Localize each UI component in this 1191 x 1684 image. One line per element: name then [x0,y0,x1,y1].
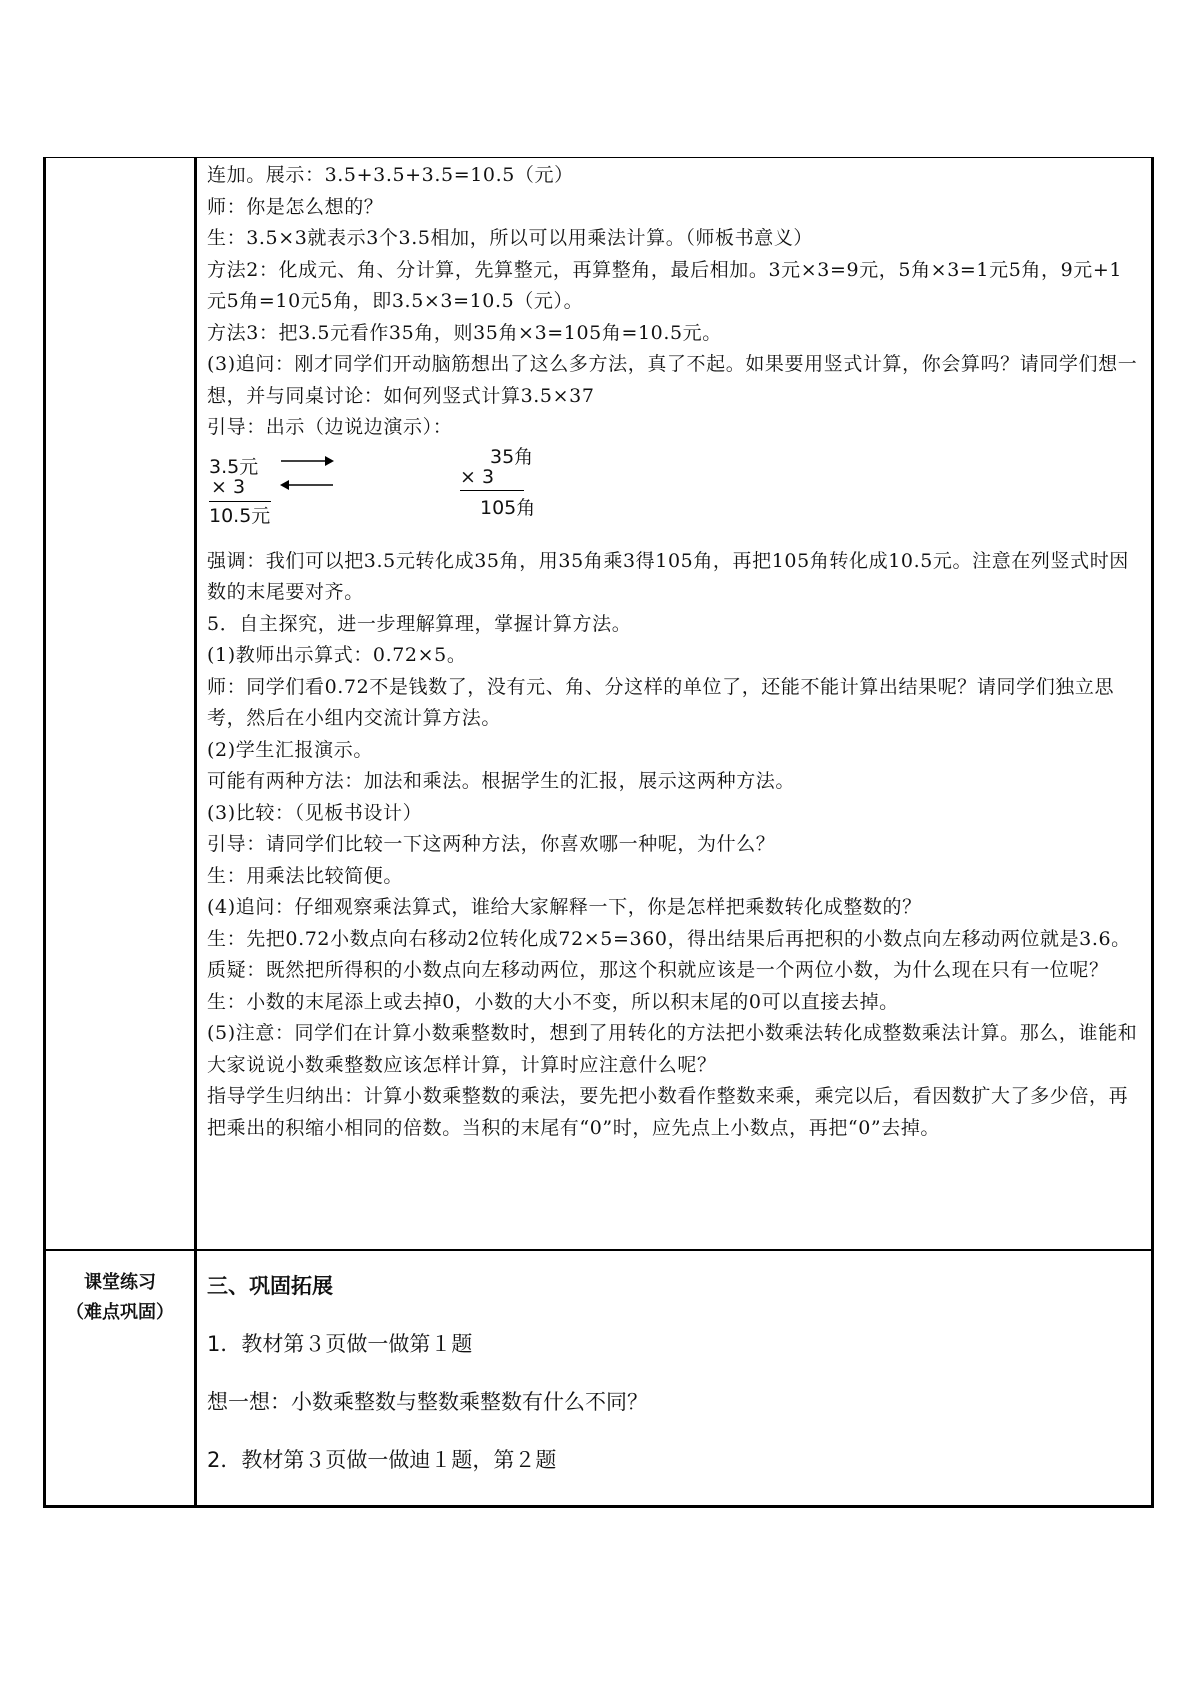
text-line: 质疑：既然把所得积的小数点向左移动两位，那这个积就应该是一个两位小数，为什么现在只有一位呢？ [207,959,1109,981]
text-line: 生：先把0.72小数点向右移动2位转化成72×5=360，得出结果后再把积的小数点向左移动两位就是3.6。 [207,927,1131,950]
lesson-table [43,157,1154,1508]
calc-left-top: 3.5元 [209,455,259,478]
text-line: 指导学生归纳出：计算小数乘整数的乘法，要先把小数看作整数来乘，乘完以后，看因数扩大了多少倍，再把乘出的积缩小相同的倍数。当积的末尾有“0”时，应先点上小数点，再把“0”去掉。 [207,1085,1129,1139]
text-line: 连加。展示：3.5+3.5+3.5=10.5（元） [207,164,574,186]
arrow-left-icon [279,478,335,492]
calc-left-result: 10.5元 [209,504,271,527]
practice-item: 想一想：小数乘整数与整数乘整数有什么不同？ [207,1390,648,1414]
text-line: (3)追问：刚才同学们开动脑筋想出了这么多方法，真了不起。如果要用竖式计算，你会算吗？请同学们想一想，并与同桌讨论：如何列竖式计算3.5×37 [207,353,1138,407]
vertical-calculation-figure [207,446,1141,546]
text-line: (1)教师出示算式：0.72×5。 [207,644,467,666]
text-line: 强调：我们可以把3.5元转化成35角，用35角乘3得105角，再把105角转化成10.5元。注意在列竖式时因数的末尾要对齐。 [207,549,1129,603]
practice-item: 1．教材第３页做一做第１题 [207,1332,473,1356]
text-line: 生：小数的末尾添上或去掉0，小数的大小不变，所以积末尾的0可以直接去掉。 [207,990,899,1013]
arrow-right-icon [279,454,335,468]
text-line: 可能有两种方法：加法和乘法。根据学生的汇报，展示这两种方法。 [207,770,796,792]
text-line: 引导：出示（边说边演示）： [207,416,453,438]
text-line: 师：同学们看0.72不是钱数了，没有元、角、分这样的单位了，还能不能计算出结果呢？请同学们独立思考，然后在小组内交流计算方法。 [207,675,1115,729]
text-line: 生：3.5×3就表示3个3.5相加，所以可以用乘法计算。（师板书意义） [207,227,814,249]
calc-right-multiplier: × 3 [460,465,495,488]
calc-right-result: 105角 [480,496,536,519]
section-title: 三、巩固拓展 [207,1274,333,1298]
practice-row-label [46,1268,194,1328]
column-divider [194,158,197,1505]
text-line: 师：你是怎么想的？ [207,195,384,218]
calc-left-multiplier: × 3 [211,475,246,498]
text-line: 引导：请同学们比较一下这两种方法，你喜欢哪一种呢，为什么？ [207,833,776,855]
text-line: 5．自主探究，进一步理解算理，掌握计算方法。 [207,612,632,635]
calc-right-top: 35角 [490,445,534,468]
row-divider [46,1249,1151,1251]
text-line: (5)注意：同学们在计算小数乘整数时，想到了用转化的方法把小数乘法转化成整数乘法计算。那么，谁能和大家说说小数乘整数应该怎样计算，计算时应注意什么呢？ [207,1022,1138,1076]
practice-cell [207,1266,1141,1498]
text-line: (2)学生汇报演示。 [207,738,373,761]
calc-right-rule [460,490,524,492]
text-line: (4)追问：仔细观察乘法算式，谁给大家解释一下，你是怎样把乘数转化成整数的？ [207,896,922,918]
teaching-process-cell [207,160,1141,1144]
text-line: 方法3：把3.5元看作35角，则35角×3=105角=10.5元。 [207,321,722,344]
practice-label-line2: （难点巩固） [66,1302,174,1323]
text-line: 生：用乘法比较简便。 [207,864,404,887]
practice-label-line1: 课堂练习 [84,1272,156,1293]
text-line: 方法2：化成元、角、分计算，先算整元，再算整角，最后相加。3元×3=9元，5角×3=1元5角，9元+1元5角=10元5角，即3.5×3=10.5（元）。 [207,258,1123,312]
text-line: (3)比较：（见板书设计） [207,801,423,824]
practice-item: 2．教材第３页做一做迪１题，第２题 [207,1448,557,1472]
